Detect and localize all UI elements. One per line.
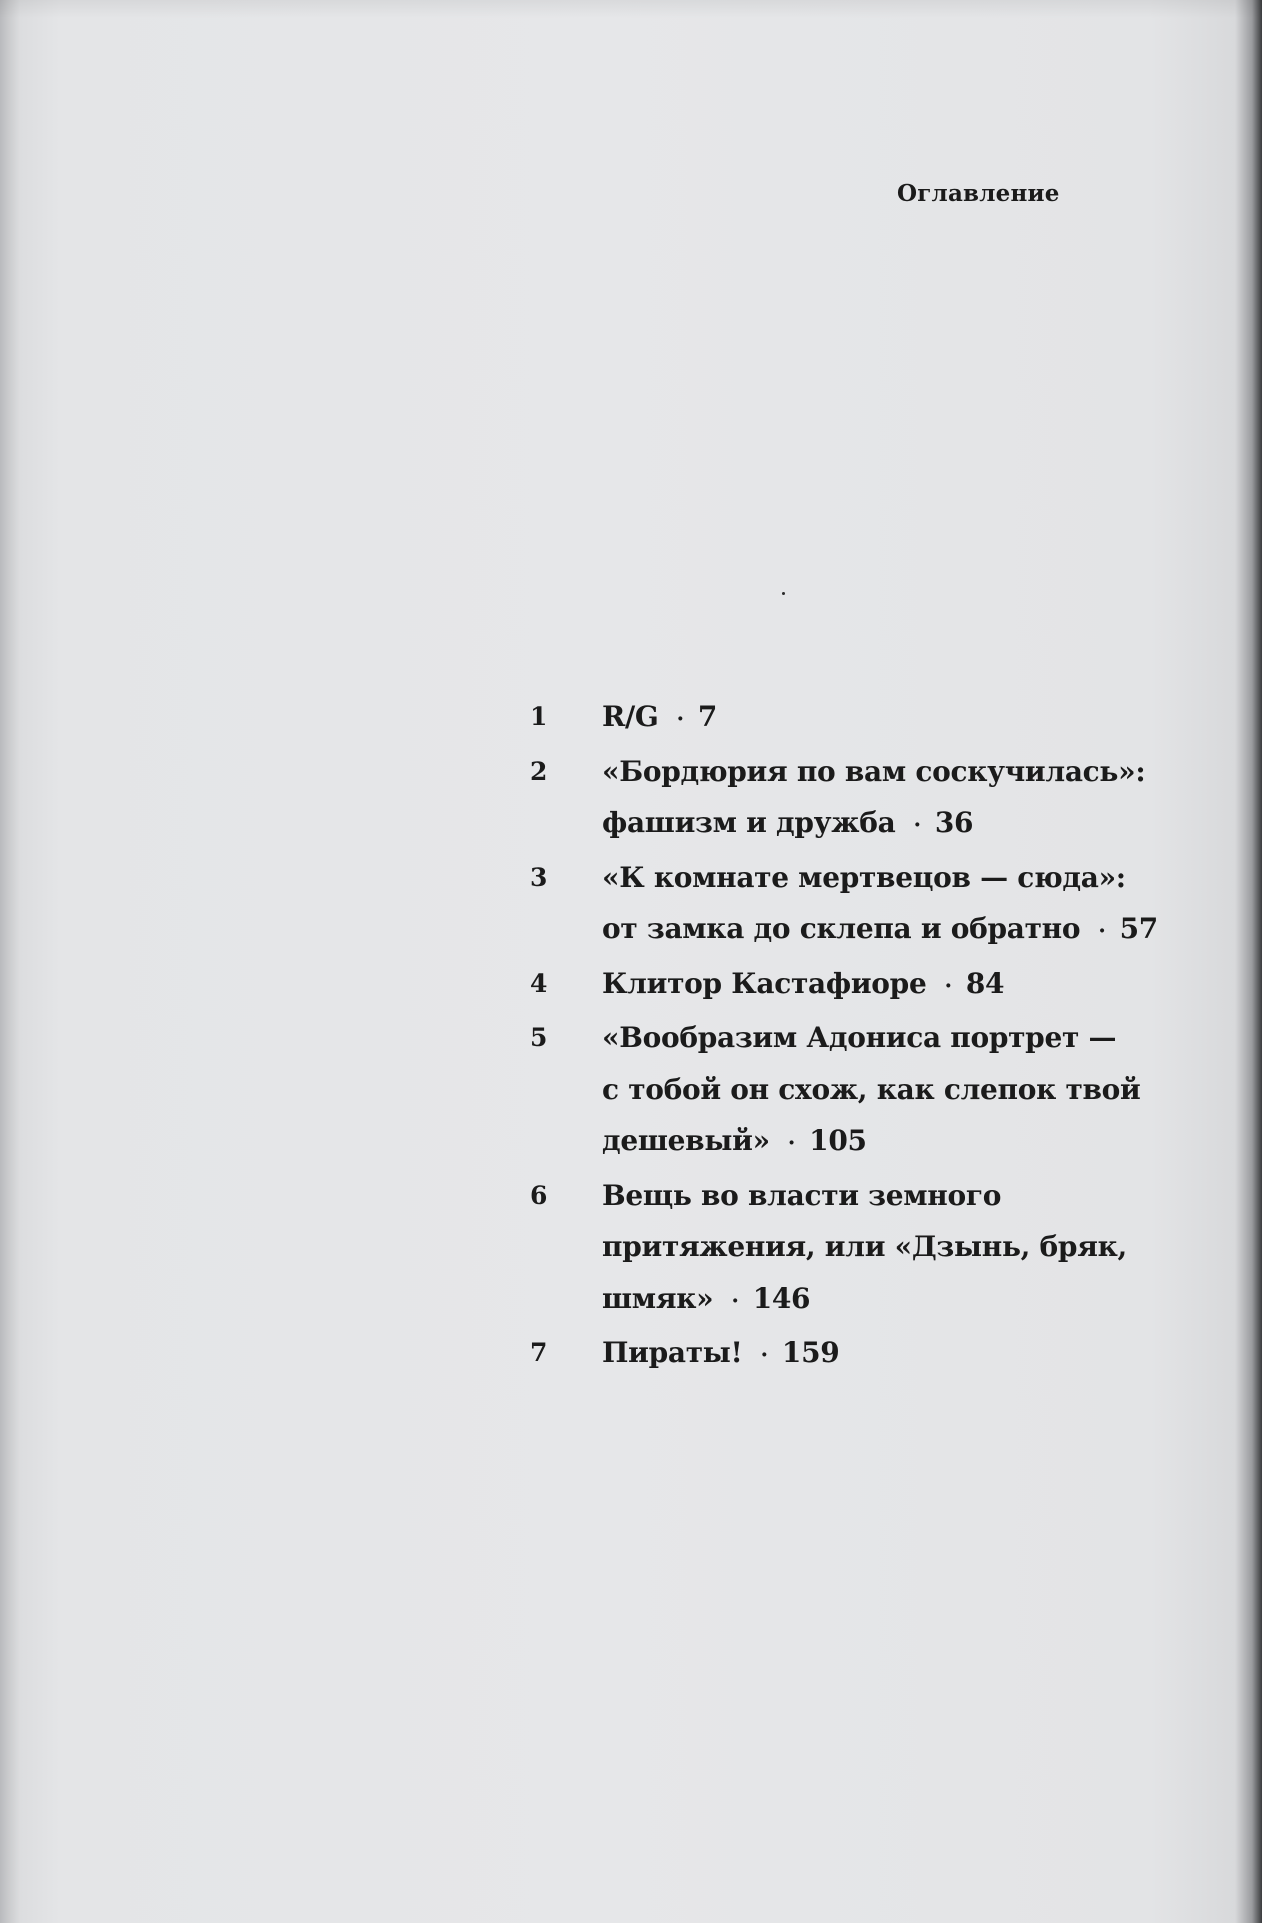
toc-entry-title-text: притяжения, или «Дзынь, бряк, — [602, 1230, 1127, 1263]
toc-entry-title-line — [602, 852, 1158, 904]
toc-entry-title-text: «К комнате мертвецов — сюда»: — [602, 860, 1126, 894]
toc-separator-dot: · — [731, 1287, 739, 1314]
toc-entry — [530, 746, 1230, 852]
toc-entry-number: 5 — [530, 1023, 548, 1052]
toc-entry-title-text: Пираты! — [602, 1336, 743, 1369]
toc-entry-title — [602, 1170, 1127, 1328]
toc-entry-title-line — [602, 797, 1145, 852]
toc-entry-title-text: Клитор Кастафиоре — [602, 966, 927, 1000]
toc-entry-title-text: шмяк» — [602, 1281, 714, 1315]
toc-entry-title — [602, 1012, 1141, 1170]
toc-entry-title-line — [602, 1064, 1141, 1116]
toc-entry-title — [602, 852, 1158, 958]
toc-entry-title-text: от замка до склепа и обратно — [602, 912, 1081, 945]
toc-entry-page-number: 57 — [1119, 912, 1158, 945]
toc-entry-title — [602, 746, 1145, 852]
toc-entry — [530, 1012, 1230, 1170]
toc-entry-title-line — [602, 958, 1004, 1013]
toc-separator-dot: · — [760, 1342, 768, 1368]
toc-entry-title-line — [602, 746, 1145, 798]
toc-entry-title-line — [602, 1012, 1141, 1064]
toc-entry-title-line — [602, 1115, 1141, 1170]
toc-entry-title-text: с тобой он схож, как слепок твой — [602, 1072, 1141, 1106]
table-of-contents — [530, 691, 1230, 1382]
toc-separator-dot: · — [944, 972, 952, 999]
toc-entry-title-text: дешевый» — [602, 1124, 770, 1157]
toc-entry-page-number: 7 — [697, 700, 718, 733]
toc-entry-page-number: 36 — [934, 806, 974, 839]
toc-entry-number: 1 — [530, 702, 548, 731]
toc-entry-title-text: Вещь во власти земного — [602, 1178, 1002, 1212]
toc-entry-page-number: 105 — [809, 1124, 867, 1157]
toc-entry-page-number: 84 — [965, 966, 1005, 1000]
toc-entry-number: 6 — [530, 1180, 548, 1210]
toc-entry-number: 3 — [530, 862, 548, 892]
toc-entry — [530, 691, 1230, 746]
toc-entry — [530, 1327, 1230, 1382]
toc-separator-dot: · — [787, 1130, 796, 1156]
paper-speck — [782, 592, 785, 595]
toc-entry-number: 4 — [530, 968, 548, 998]
toc-entry — [530, 1170, 1230, 1328]
toc-entry-title-line — [602, 691, 717, 746]
toc-separator-dot: · — [676, 706, 684, 732]
toc-entry-title — [602, 1327, 839, 1382]
running-head-title: Оглавление — [897, 180, 1060, 207]
toc-entry-title-line — [602, 1327, 839, 1382]
toc-entry-title-line — [602, 1170, 1127, 1222]
toc-entry-title-text: фашизм и дружба — [602, 806, 896, 839]
toc-separator-dot: · — [913, 812, 921, 838]
toc-separator-dot: · — [1098, 918, 1106, 944]
page-shadow — [0, 0, 1262, 18]
toc-entry-title-text: «Вообразим Адониса портрет — — [602, 1021, 1117, 1054]
toc-entry-title-line — [602, 1221, 1127, 1273]
toc-entry-number: 2 — [530, 756, 548, 786]
toc-entry-title — [602, 958, 1004, 1013]
toc-entry-title-text: «Бордюрия по вам соскучилась»: — [602, 754, 1146, 788]
toc-entry-title-line — [602, 903, 1158, 958]
toc-entry — [530, 958, 1230, 1013]
toc-entry-number: 7 — [530, 1338, 548, 1367]
toc-entry-title — [602, 691, 717, 746]
toc-entry-title-text: R/G — [602, 700, 659, 733]
toc-entry — [530, 852, 1230, 958]
toc-entry-title-line — [602, 1273, 1127, 1328]
toc-entry-page-number: 146 — [752, 1281, 811, 1315]
toc-entry-page-number: 159 — [781, 1336, 840, 1369]
